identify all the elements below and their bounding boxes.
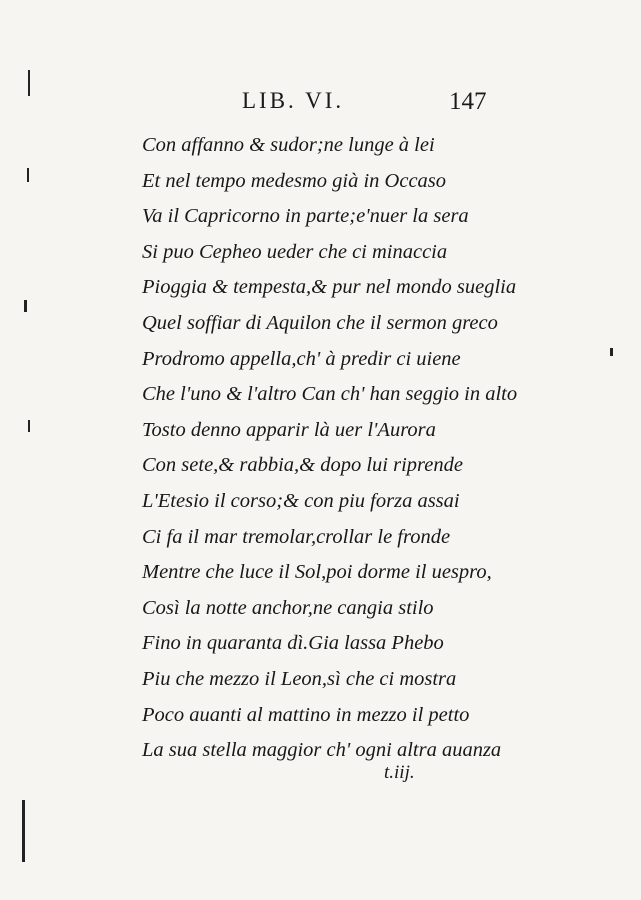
scan-edge-mark — [28, 420, 30, 432]
scan-edge-mark — [24, 300, 27, 312]
verse-line: Et nel tempo medesmo già in Occaso — [142, 169, 447, 192]
page-number: 147 — [449, 88, 487, 115]
signature-mark: t.iij. — [384, 762, 415, 783]
verse-line: Così la notte anchor,ne cangia stilo — [142, 596, 434, 619]
verse-line: Che l'uno & l'altro Can ch' han seggio in alto — [142, 383, 518, 406]
verse-line: Si puo Cepheo ueder che ci minaccia — [142, 240, 448, 263]
scan-edge-mark — [22, 800, 25, 862]
scan-edge-mark — [610, 348, 613, 356]
scan-edge-mark — [28, 70, 30, 96]
verse-line: L'Etesio il corso;& con piu forza assai — [142, 489, 460, 512]
verse-line: La sua stella maggior ch' ogni altra auanza — [142, 739, 502, 762]
verse-line: Fino in quaranta dì.Gia lassa Phebo — [142, 632, 444, 655]
verse-line: Con affanno & sudor;ne lunge à lei — [142, 134, 435, 156]
scan-edge-mark — [27, 168, 29, 182]
verse-line: Ci fa il mar tremolar,crollar le fronde — [142, 525, 451, 548]
verse-line: Prodromo appella,ch' à predir ci uiene — [142, 347, 461, 370]
running-head: LIB. VI. — [242, 88, 345, 113]
verse-line: Tosto denno apparir là uer l'Aurora — [142, 418, 436, 441]
verse-line: Mentre che luce il Sol,poi dorme il uespro, — [142, 561, 492, 584]
verse-line: Poco auanti al mattino in mezzo il petto — [142, 703, 470, 726]
verse-line: Va il Capricorno in parte;e'nuer la sera — [142, 205, 469, 228]
verse-line: Pioggia & tempesta,& pur nel mondo sueglia — [142, 276, 517, 299]
verse-block — [142, 128, 517, 769]
verse-line: Piu che mezzo il Leon,sì che ci mostra — [142, 667, 457, 690]
verse-line: Con sete,& rabbia,& dopo lui riprende — [142, 454, 463, 477]
verse-line: Quel soffiar di Aquilon che il sermon greco — [142, 311, 498, 334]
